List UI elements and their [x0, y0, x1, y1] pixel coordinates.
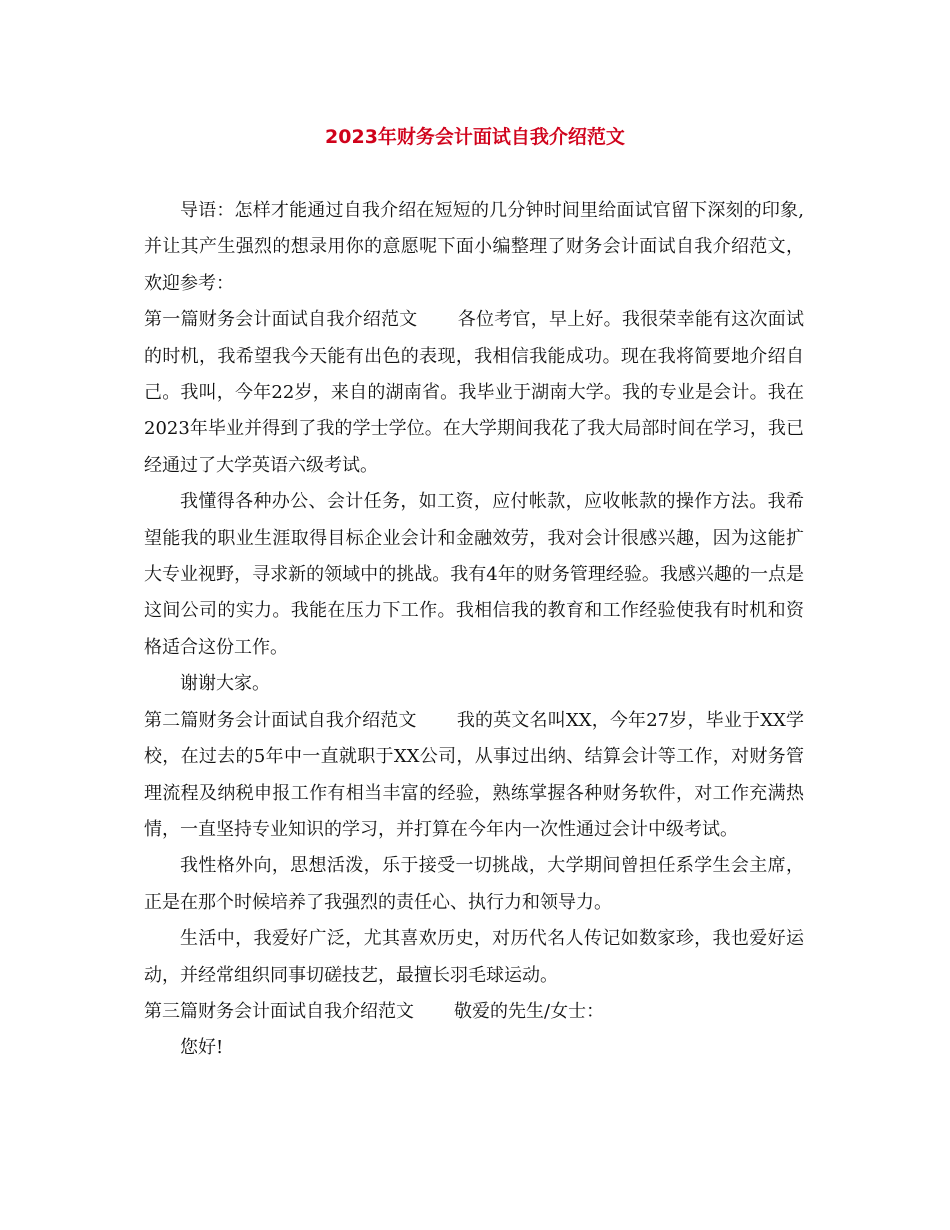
- section1-first-paragraph: [144, 302, 804, 484]
- section3-lead-text: 敬爱的先生/女士：: [454, 1000, 605, 1022]
- section2-paragraph-3: 生活中，我爱好广泛，尤其喜欢历史，对历代名人传记如数家珍，我也爱好运动，并经常组织同事切磋技艺，最擅长羽毛球运动。: [144, 928, 804, 986]
- section3-paragraph-2: 您好!: [180, 1037, 224, 1059]
- document-body: [144, 193, 804, 1067]
- intro-paragraph: 导语：怎样才能通过自我介绍在短短的几分钟时间里给面试官留下深刻的印象,并让其产生强烈的想录用你的意愿呢下面小编整理了财务会计面试自我介绍范文，欢迎参考：: [144, 200, 804, 294]
- section1-lead-text: 各位考官，早上好。我很荣幸能有这次面试的时机，我希望我今天能有出色的表现，我相信我能成功。现在我将简要地介绍自己。我叫，今年22岁，来自的湖南省。我毕业于湖南大学。我的专业是会计。我在2023年毕业并得到了我的学士学位。在大学期间我花了我大局部时间在学习，我已经通过了大学英语六级考试。: [144, 309, 804, 476]
- page-title: 2023年财务会计面试自我介绍范文: [325, 126, 625, 148]
- section1-heading: 第一篇财务会计面试自我介绍范文: [144, 309, 418, 331]
- section3-heading: 第三篇财务会计面试自我介绍范文: [144, 1000, 414, 1022]
- section2-first-paragraph: [144, 703, 804, 849]
- section2-lead-text: 我的英文名叫XX，今年27岁，毕业于XX学校，在过去的5年中一直就职于XX公司，从事过出纳、结算会计等工作，对财务管理流程及纳税申报工作有相当丰富的经验，熟练掌握各种财务软件，对工作充满热情，一直坚持专业知识的学习，并打算在今年内一次性通过会计中级考试。: [144, 709, 804, 840]
- section2-paragraph-2: 我性格外向，思想活泼，乐于接受一切挑战，大学期间曾担任系学生会主席，正是在那个时候培养了我强烈的责任心、执行力和领导力。: [144, 855, 804, 913]
- section3-first-paragraph: [144, 994, 804, 1030]
- section1-paragraph-2: 我懂得各种办公、会计任务，如工资，应付帐款，应收帐款的操作方法。我希望能我的职业生涯取得目标企业会计和金融效劳，我对会计很感兴趣，因为这能扩大专业视野，寻求新的领域中的挑战。我有4年的财务管理经验。我感兴趣的一点是这间公司的实力。我能在压力下工作。我相信我的教育和工作经验使我有时机和资格适合这份工作。: [144, 491, 804, 658]
- section2-heading: 第二篇财务会计面试自我介绍范文: [144, 709, 417, 731]
- section1-paragraph-3: 谢谢大家。: [180, 673, 270, 695]
